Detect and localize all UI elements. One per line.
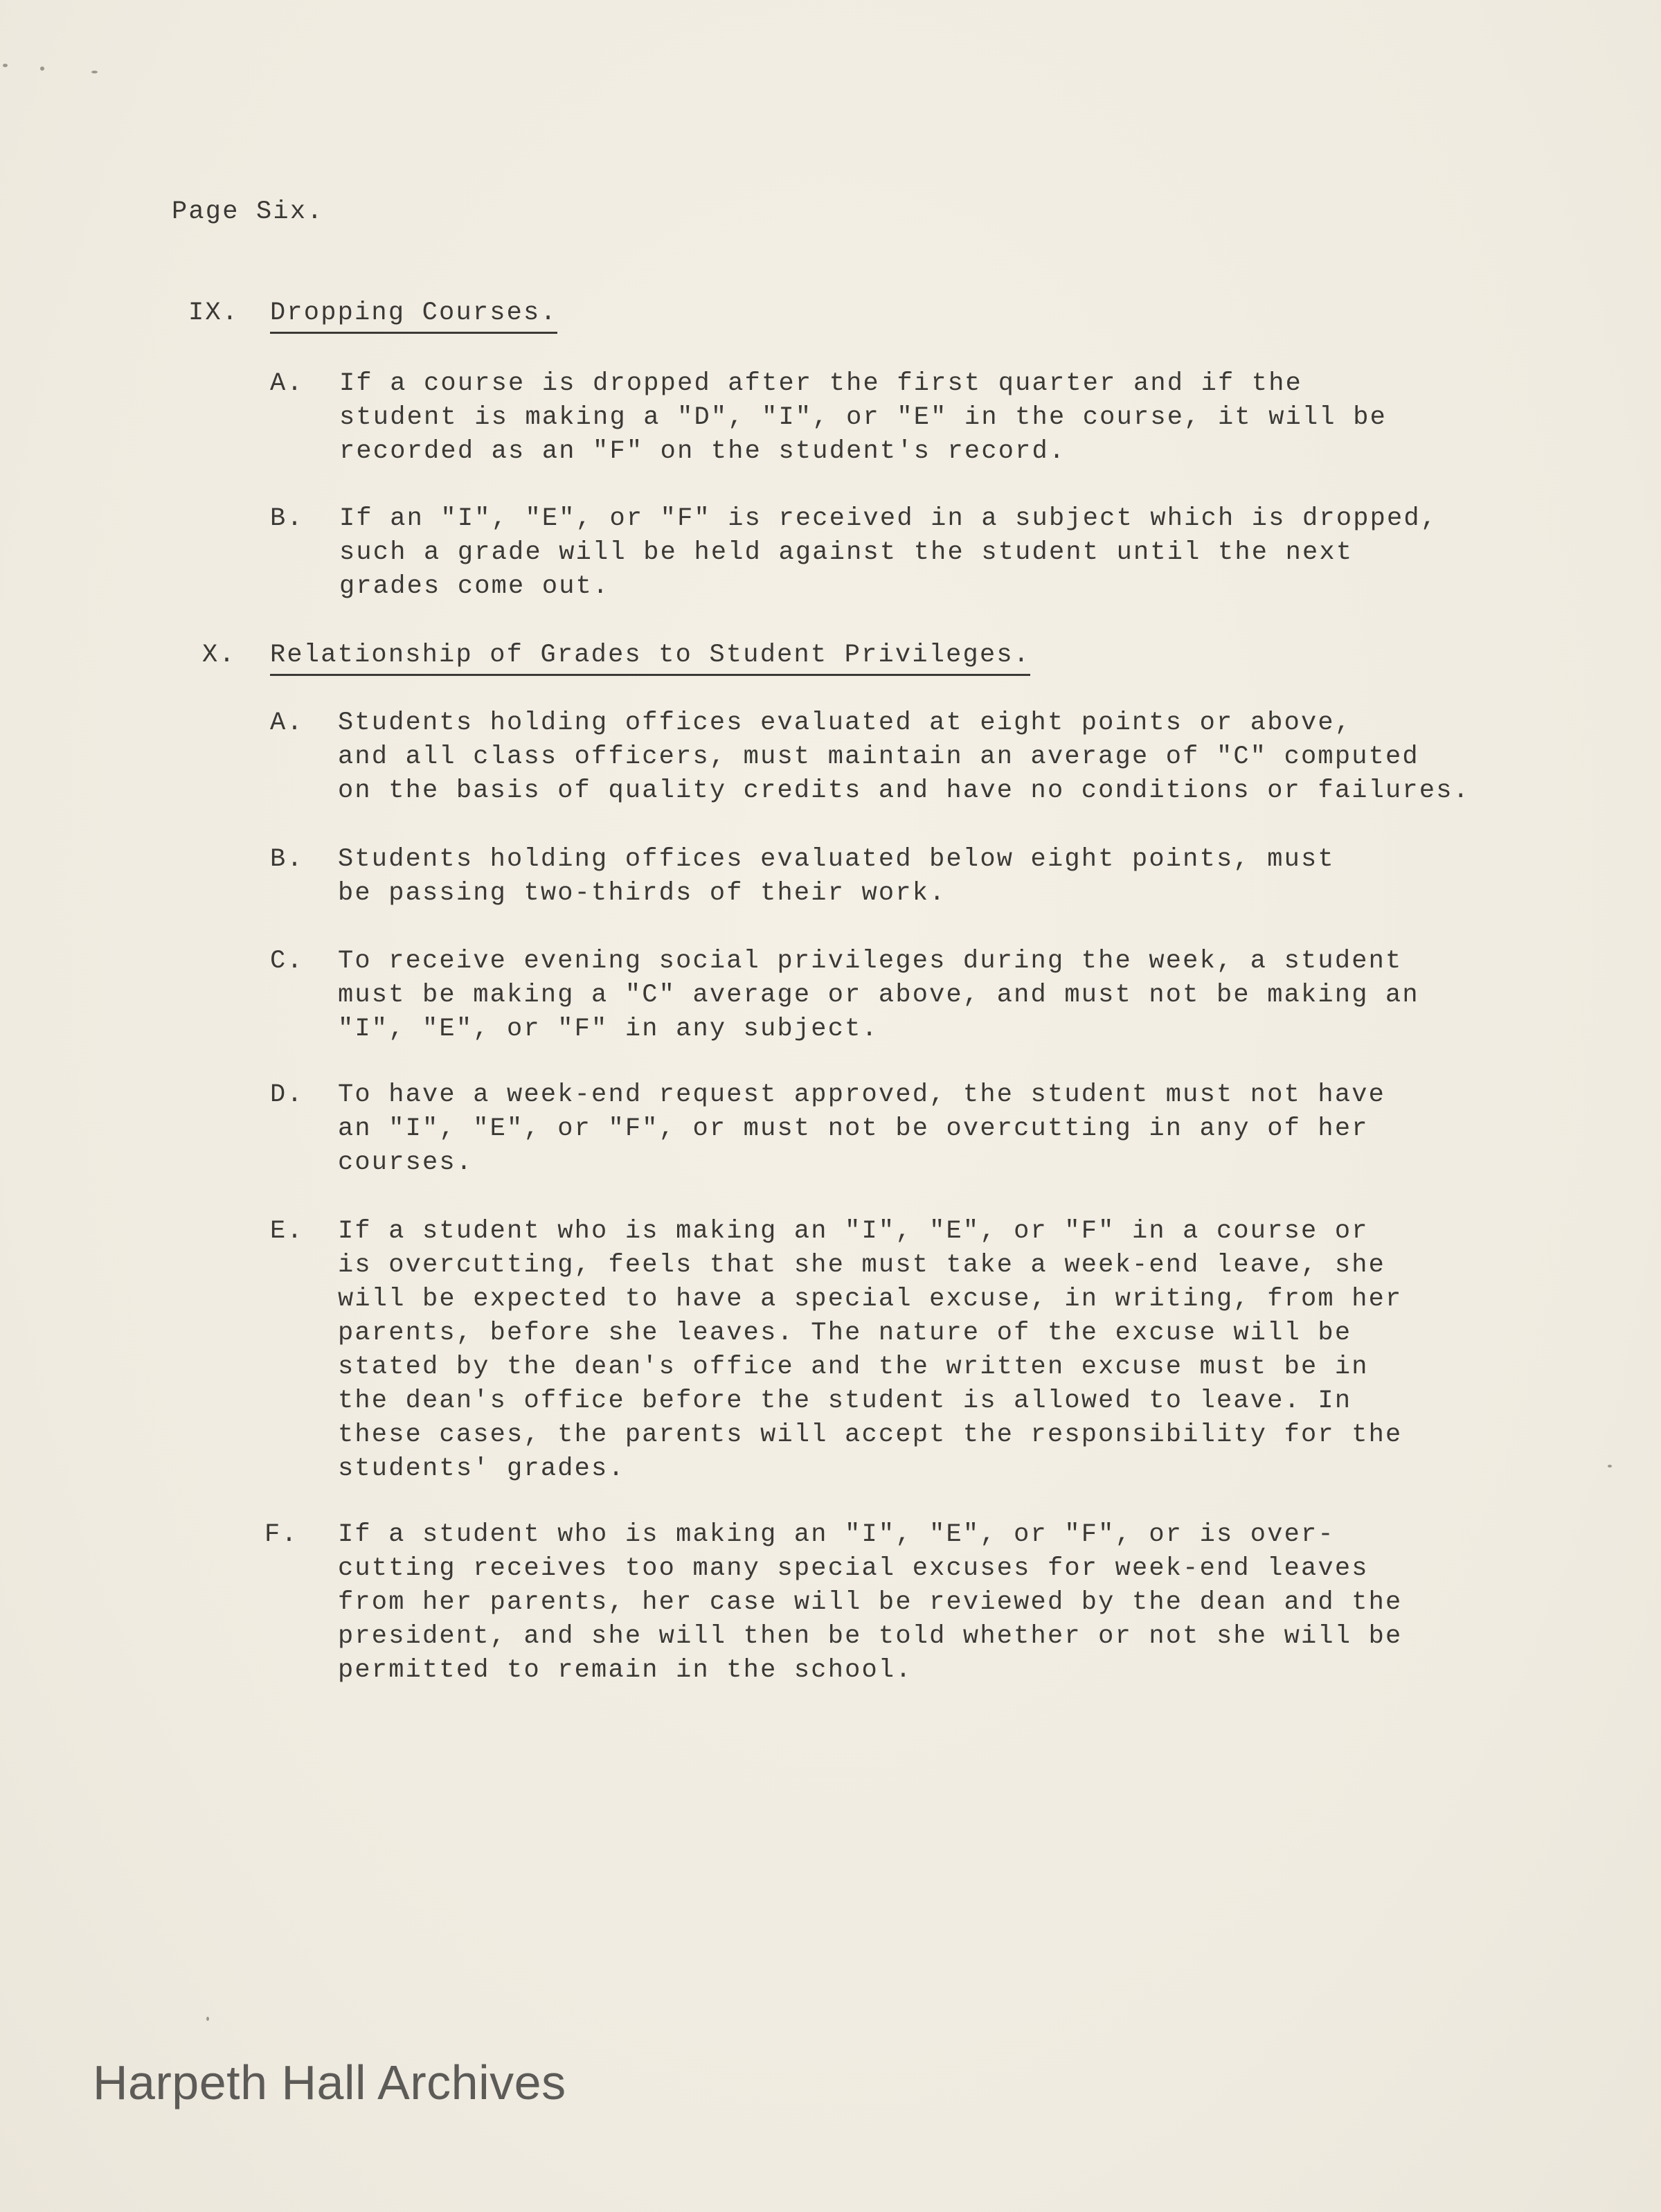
- item-line: To have a week-end request approved, the student must not have: [338, 1080, 1386, 1109]
- item-line: If an "I", "E", or "F" is received in a subject which is dropped,: [339, 504, 1438, 533]
- paper-speck: [206, 2017, 209, 2021]
- section-title: Dropping Courses.: [270, 296, 557, 334]
- page-label: Page Six.: [172, 197, 324, 226]
- paper-speck: [1608, 1465, 1612, 1468]
- item-letter: A.: [270, 708, 304, 738]
- item-letter: C.: [270, 947, 304, 976]
- section-number: IX.: [188, 298, 240, 328]
- item-line: president, and she will then be told whether or not she will be: [338, 1622, 1403, 1651]
- item-line: be passing two-thirds of their work.: [338, 879, 946, 908]
- item-line: recorded as an "F" on the student's record.: [339, 437, 1066, 466]
- paper-speck: [40, 66, 44, 71]
- item-letter: A.: [270, 369, 304, 398]
- item-line: from her parents, her case will be reviewed by the dean and the: [338, 1588, 1403, 1617]
- item-line: on the basis of quality credits and have no conditions or failures.: [338, 776, 1471, 805]
- list-item: [338, 1518, 1402, 1688]
- section-title: Relationship of Grades to Student Privileges.: [270, 639, 1030, 676]
- item-line: courses.: [338, 1148, 474, 1177]
- item-letter: B.: [270, 504, 304, 533]
- list-item: [338, 1215, 1402, 1486]
- item-line: an "I", "E", or "F", or must not be overcutting in any of her: [338, 1114, 1369, 1143]
- list-item: [338, 843, 1335, 911]
- item-line: If a student who is making an "I", "E", or "F" in a course or: [338, 1217, 1369, 1246]
- item-line: such a grade will be held against the student until the next: [339, 538, 1354, 567]
- item-line: Students holding offices evaluated at eight points or above,: [338, 708, 1352, 738]
- item-line: must be making a "C" average or above, and must not be making an: [338, 981, 1419, 1010]
- item-line: and all class officers, must maintain an average of "C" computed: [338, 742, 1419, 771]
- item-line: grades come out.: [339, 572, 610, 601]
- item-line: the dean's office before the student is allowed to leave. In: [338, 1386, 1352, 1416]
- paper-speck: [91, 71, 98, 73]
- item-line: If a course is dropped after the first quarter and if the: [339, 369, 1303, 398]
- item-line: Students holding offices evaluated below eight points, must: [338, 845, 1335, 874]
- section-number: X.: [202, 641, 236, 670]
- list-item: [339, 502, 1437, 604]
- item-line: To receive evening social privileges during the week, a student: [338, 947, 1403, 976]
- item-letter: E.: [270, 1217, 304, 1246]
- item-line: parents, before she leaves. The nature of the excuse will be: [338, 1319, 1352, 1348]
- list-item: [339, 367, 1387, 469]
- item-line: "I", "E", or "F" in any subject.: [338, 1015, 879, 1044]
- item-line: stated by the dean's office and the written excuse must be in: [338, 1353, 1369, 1382]
- item-line: cutting receives too many special excuses for week-end leaves: [338, 1554, 1369, 1583]
- archive-watermark: Harpeth Hall Archives: [93, 2055, 566, 2110]
- paper-speck: [3, 64, 8, 67]
- item-line: students' grades.: [338, 1454, 625, 1483]
- item-letter: F.: [264, 1520, 298, 1549]
- list-item: [338, 1078, 1385, 1180]
- item-line: will be expected to have a special excuse, in writing, from her: [338, 1285, 1403, 1314]
- item-letter: B.: [270, 845, 304, 874]
- list-item: [338, 945, 1419, 1046]
- item-letter: D.: [270, 1080, 304, 1109]
- item-line: If a student who is making an "I", "E", or "F", or is over-: [338, 1520, 1335, 1549]
- item-line: permitted to remain in the school.: [338, 1656, 913, 1685]
- item-line: is overcutting, feels that she must take a week-end leave, she: [338, 1251, 1386, 1280]
- item-line: these cases, the parents will accept the responsibility for the: [338, 1420, 1403, 1450]
- list-item: [338, 706, 1470, 808]
- item-line: student is making a "D", "I", or "E" in the course, it will be: [339, 403, 1388, 432]
